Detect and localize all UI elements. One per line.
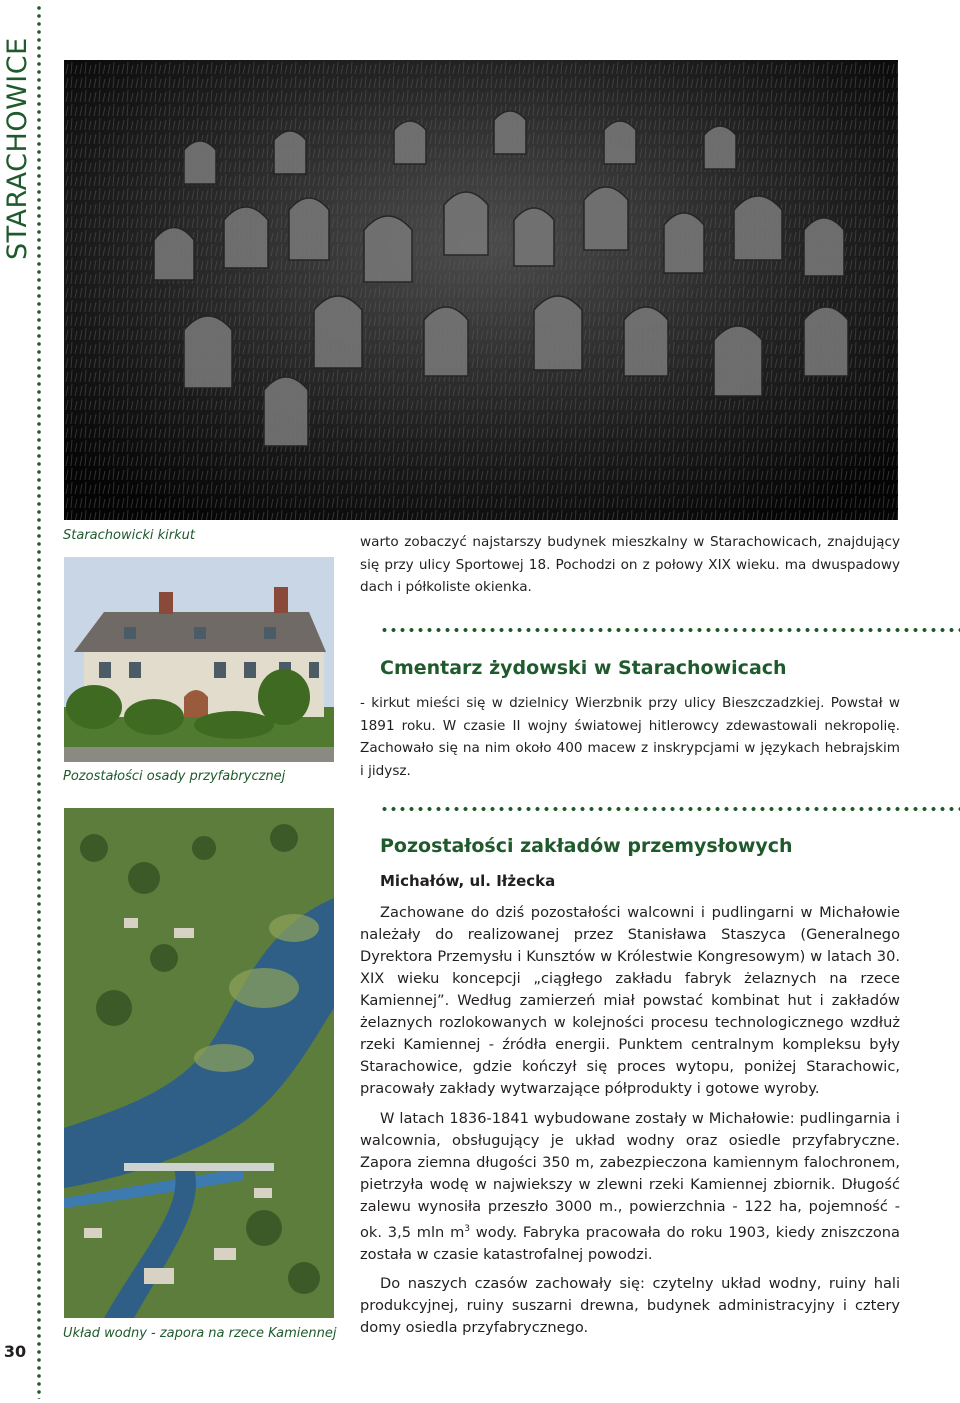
osada-caption: Pozostałości osady przyfabrycznej xyxy=(63,769,286,784)
cemetery-paragraph: - kirkut mieści się w dzielnicy Wierzbnik przy ulicy Bieszczadzkiej. Powstał w 1891 roku. W czasie II wojny światowej hitlerowcy zdewastowali nekropolię. Zachowało się na nim około 400 macew z inskrypcjami w językach hebrajskim i jidysz. xyxy=(360,695,900,779)
cubic-superscript: 3 xyxy=(464,1224,471,1234)
industry-paragraph-1: Zachowane do dziś pozostałości walcowni i pudlingarni w Michałowie należały do realizowanej przez Stanisława Staszyca (Generalnego Dyrektora Przemysłu i Kunsztów w Królestwie Kongresowym) w latach 30. XIX wieku koncepcji „ciągłego zakładu fabryk żelaznych na rzece Kamiennej”. Według zamierzeń miał powstać kombinat hut i zakładów żelaznych rozlokowanych w kolejności procesu technologicznego wzdłuż rzeki Kamiennej - źródła energii. Punktem centralnym kompleksu były Starachowice, gdzie kończył się proces wytopu, poniżej Starachowic, pracowały zakłady wytwarzające półprodukty i gotowe wyroby. xyxy=(360,904,900,1097)
page-number: 30 xyxy=(3,1342,27,1361)
kirkut-photo xyxy=(64,60,898,520)
industry-heading: Pozostałości zakładów przemysłowych xyxy=(380,835,793,857)
industry-paragraph-2 xyxy=(360,1108,900,1266)
industry-paragraph-3: Do naszych czasów zachowały się: czytelny układ wodny, ruiny hali produkcyjnej, ruiny suszarni drewna, budynek administracyjny i cztery domy osiedla przyfabrycznego. xyxy=(360,1275,900,1336)
zapora-photo xyxy=(64,808,334,1318)
intro-paragraph: warto zobaczyć najstarszy budynek mieszkalny w Starachowicach, znajdujący się przy ulicy Sportowej 18. Pochodzi on z połowy XIX wieku. ma dwuspadowy dach i półkoliste okienka. xyxy=(360,534,900,595)
kirkut-caption: Starachowicki kirkut xyxy=(63,528,195,543)
osada-photo-image xyxy=(64,557,334,762)
kirkut-photo-image xyxy=(64,60,898,520)
section-divider xyxy=(380,806,960,812)
side-title: STARACHOWICE xyxy=(2,37,33,260)
section-divider xyxy=(380,627,960,633)
paragraph-text: wody. Fabryka pracowała do roku 1903, kiedy zniszczona została w czasie katastrofalnej powodzi. xyxy=(360,1223,900,1263)
paragraph-text: W latach 1836-1841 wybudowane zostały w Michałowie: pudlingarnia i walcownia, obsługujący je układ wodny oraz osiedle przyfabryczne. Zapora ziemna długości 350 m, zabezpieczona kamiennym falochronem, pietrzyła wodę w najwiekszy w zlewni rzeki Kamiennej zbiornik. Długość zalewu wynosiła przeszło 3000 m., powierzchnia - 122 ha, pojemność - ok. 3,5 mln m xyxy=(360,1110,900,1241)
cemetery-heading: Cmentarz żydowski w Starachowicach xyxy=(380,657,787,679)
zapora-caption: Układ wodny - zapora na rzece Kamiennej xyxy=(63,1326,337,1341)
osada-photo xyxy=(64,557,334,762)
zapora-photo-image xyxy=(64,808,334,1318)
vertical-dotted-rule xyxy=(37,4,41,1399)
location-subheading: Michałów, ul. Iłżecka xyxy=(380,872,556,890)
